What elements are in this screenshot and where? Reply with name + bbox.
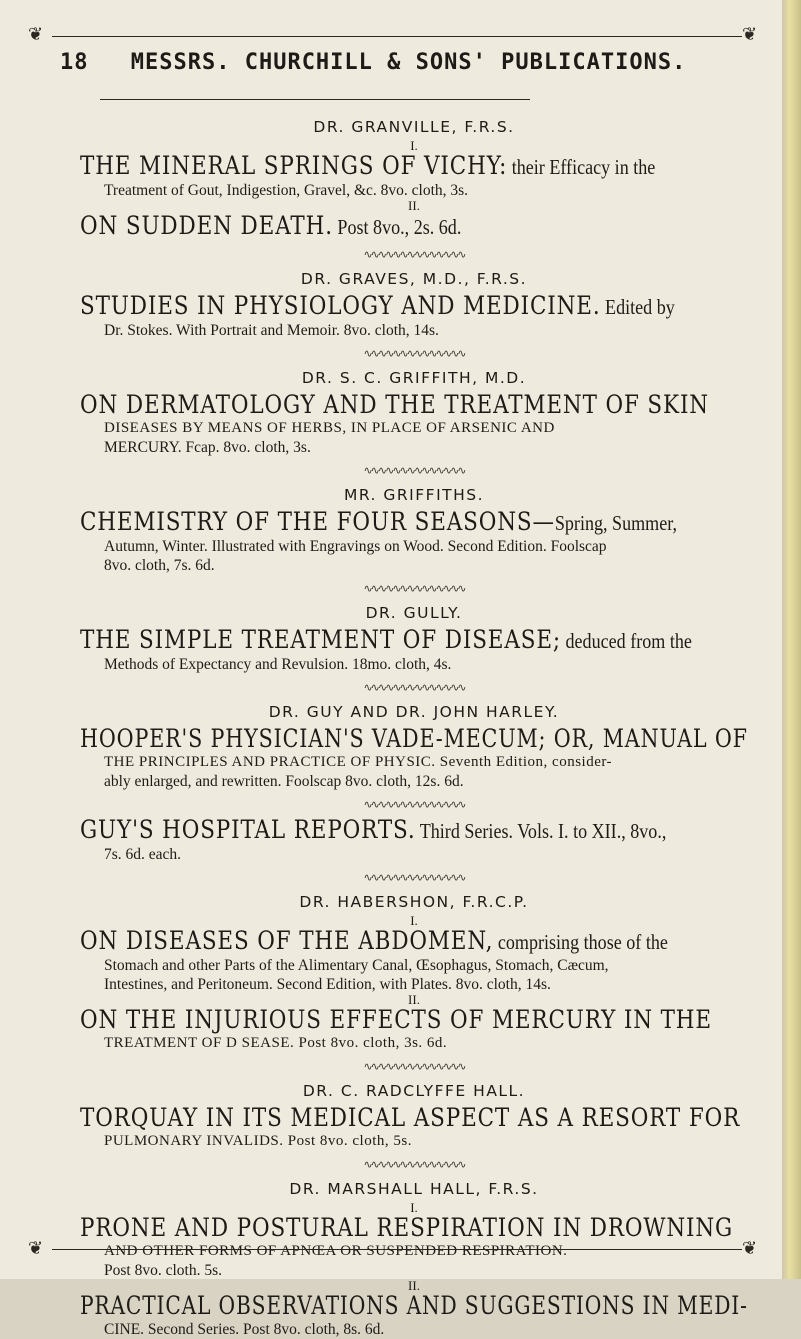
catalogue-section (80, 248, 748, 340)
entry-number: I. (410, 1200, 418, 1215)
section-divider: ∿∿∿∿∿∿∿∿∿∿∿∿∿∿ (363, 872, 465, 884)
book-title-continuation: Third Series. Vols. I. to XII., 8vo., (415, 819, 667, 843)
book-title (80, 625, 692, 655)
page-edge (782, 0, 801, 1279)
author-heading: DR. HABERSHON, F.R.C.P. (299, 893, 529, 911)
book-title (80, 815, 667, 845)
book-title (80, 212, 654, 241)
author-heading: DR. C. RADCLYFFE HALL. (302, 1082, 526, 1100)
book-title-main: PRACTICAL OBSERVATIONS AND SUGGESTIONS IN MEDI- (80, 1291, 748, 1320)
section-divider: ∿∿∿∿∿∿∿∿∿∿∿∿∿∿ (363, 583, 465, 595)
book-description-line: DISEASES BY MEANS OF HERBS, IN PLACE OF ARSENIC AND (104, 420, 555, 436)
section-divider: ∿∿∿∿∿∿∿∿∿∿∿∿∿∿ (363, 1061, 465, 1073)
book-title-continuation: Post 8vo., 2s. 6d. (332, 215, 462, 239)
book-title-main: TORQUAY IN ITS MEDICAL ASPECT AS A RESORT FOR (80, 1103, 741, 1132)
running-title: MESSRS. CHURCHILL & SONS' PUBLICATIONS. (130, 50, 687, 75)
book-title (80, 291, 675, 321)
catalogue-section (80, 871, 748, 1053)
corner-ornament-icon: ❦ (742, 1238, 758, 1258)
book-title (80, 152, 654, 181)
book-title-main: THE MINERAL SPRINGS OF VICHY: (80, 151, 508, 180)
book-title (80, 926, 668, 956)
book-title-continuation: comprising those of the (493, 930, 668, 954)
book-title-main: HOOPER'S PHYSICIAN'S VADE-MECUM; OR, MANUAL OF (80, 724, 748, 753)
book-title-continuation: deduced from the (560, 629, 692, 653)
catalogue-section (80, 681, 748, 791)
section-divider: ∿∿∿∿∿∿∿∿∿∿∿∿∿∿ (363, 1159, 465, 1171)
catalogue-section (80, 464, 748, 575)
book-description-line: Post 8vo. cloth. 5s. (104, 1262, 222, 1279)
catalogue-section (80, 1060, 748, 1151)
book-description-line: Autumn, Winter. Illustrated with Engravings on Wood. Second Edition. Foolscap (104, 538, 607, 555)
catalogue-content (80, 110, 748, 1339)
entry-number: II. (408, 198, 420, 213)
book-title (80, 390, 709, 419)
book-description-line: Dr. Stokes. With Portrait and Memoir. 8vo. cloth, 14s. (104, 322, 439, 339)
book-description-line: CINE. Second Series. Post 8vo. cloth, 8s. 6d. (104, 1321, 385, 1338)
book-title (80, 1005, 712, 1034)
author-heading: MR. GRIFFITHS. (343, 486, 485, 504)
book-description-line: TREATMENT OF D SEASE. Post 8vo. cloth, 3s. 6d. (104, 1035, 448, 1051)
author-heading: DR. MARSHALL HALL, F.R.S. (289, 1180, 539, 1198)
book-description-line: 7s. 6d. each. (104, 846, 182, 863)
book-description-line: 8vo. cloth, 7s. 6d. (104, 557, 215, 574)
catalogue-section (80, 582, 748, 674)
corner-ornament-icon: ❦ (742, 24, 758, 44)
corner-ornament-icon: ❦ (28, 1238, 44, 1258)
book-title (80, 1291, 748, 1320)
book-title-main: STUDIES IN PHYSIOLOGY AND MEDICINE. (80, 291, 601, 320)
author-heading: DR. GRANVILLE, F.R.S. (313, 118, 515, 136)
author-heading: DR. S. C. GRIFFITH, M.D. (301, 369, 527, 387)
catalogue-section (80, 118, 748, 241)
book-title-main: ON SUDDEN DEATH. (80, 211, 333, 240)
catalogue-section (80, 798, 748, 864)
book-description-line: ably enlarged, and rewritten. Foolscap 8vo. cloth, 12s. 6d. (104, 773, 464, 790)
book-title-continuation: their Efficacy in the (507, 155, 656, 179)
page-number: 18 (60, 50, 89, 75)
author-heading: DR. GRAVES, M.D., F.R.S. (300, 270, 528, 288)
book-title-continuation: Edited by (600, 295, 675, 319)
book-title (80, 1103, 741, 1132)
entry-number: II. (408, 992, 420, 1007)
page-header (60, 50, 740, 75)
entry-number: II. (408, 1278, 420, 1293)
book-description-line: Stomach and other Parts of the Alimentary Canal, Œsophagus, Stomach, Cæcum, (104, 957, 609, 974)
entry-number: I. (410, 138, 418, 153)
book-title-main: GUY'S HOSPITAL REPORTS. (80, 815, 416, 844)
book-title (80, 1213, 734, 1242)
book-description-line: PULMONARY INVALIDS. Post 8vo. cloth, 5s. (104, 1133, 412, 1149)
author-heading: DR. GUY AND DR. JOHN HARLEY. (268, 703, 560, 721)
section-divider: ∿∿∿∿∿∿∿∿∿∿∿∿∿∿ (363, 799, 465, 811)
author-heading: DR. GULLY. (365, 604, 463, 622)
book-title-main: CHEMISTRY OF THE FOUR SEASONS— (80, 507, 555, 536)
catalogue-section (80, 347, 748, 457)
top-border-rule (52, 36, 742, 37)
header-rule (100, 99, 530, 100)
book-title-main: ON THE INJURIOUS EFFECTS OF MERCURY IN THE (80, 1005, 712, 1034)
book-description-line: Methods of Expectancy and Revulsion. 18mo. cloth, 4s. (104, 656, 452, 673)
book-title-main: PRONE AND POSTURAL RESPIRATION IN DROWNING (80, 1213, 734, 1242)
book-title-continuation: Spring, Summer, (554, 511, 678, 535)
book-title (80, 507, 678, 537)
corner-ornament-icon: ❦ (28, 24, 44, 44)
book-description-line: THE PRINCIPLES AND PRACTICE OF PHYSIC. Seventh Edition, consider- (104, 754, 613, 770)
section-divider: ∿∿∿∿∿∿∿∿∿∿∿∿∿∿ (363, 682, 465, 694)
bottom-border-rule (52, 1249, 742, 1250)
book-description-line: MERCURY. Fcap. 8vo. cloth, 3s. (104, 439, 311, 456)
book-title-main: ON DERMATOLOGY AND THE TREATMENT OF SKIN (80, 390, 709, 419)
book-title-main: THE SIMPLE TREATMENT OF DISEASE; (80, 625, 561, 654)
section-divider: ∿∿∿∿∿∿∿∿∿∿∿∿∿∿ (363, 465, 465, 477)
book-title (80, 724, 748, 753)
book-description-line: AND OTHER FORMS OF APNŒA OR SUSPENDED RESPIRATION. (104, 1243, 568, 1259)
section-divider: ∿∿∿∿∿∿∿∿∿∿∿∿∿∿ (363, 348, 465, 360)
book-description-line: Treatment of Gout, Indigestion, Gravel, &c. 8vo. cloth, 3s. (104, 182, 469, 199)
section-divider: ∿∿∿∿∿∿∿∿∿∿∿∿∿∿ (363, 249, 465, 261)
entry-number: I. (410, 913, 418, 928)
book-description-line: Intestines, and Peritoneum. Second Edition, with Plates. 8vo. cloth, 14s. (104, 976, 551, 993)
book-title-main: ON DISEASES OF THE ABDOMEN, (80, 926, 494, 955)
